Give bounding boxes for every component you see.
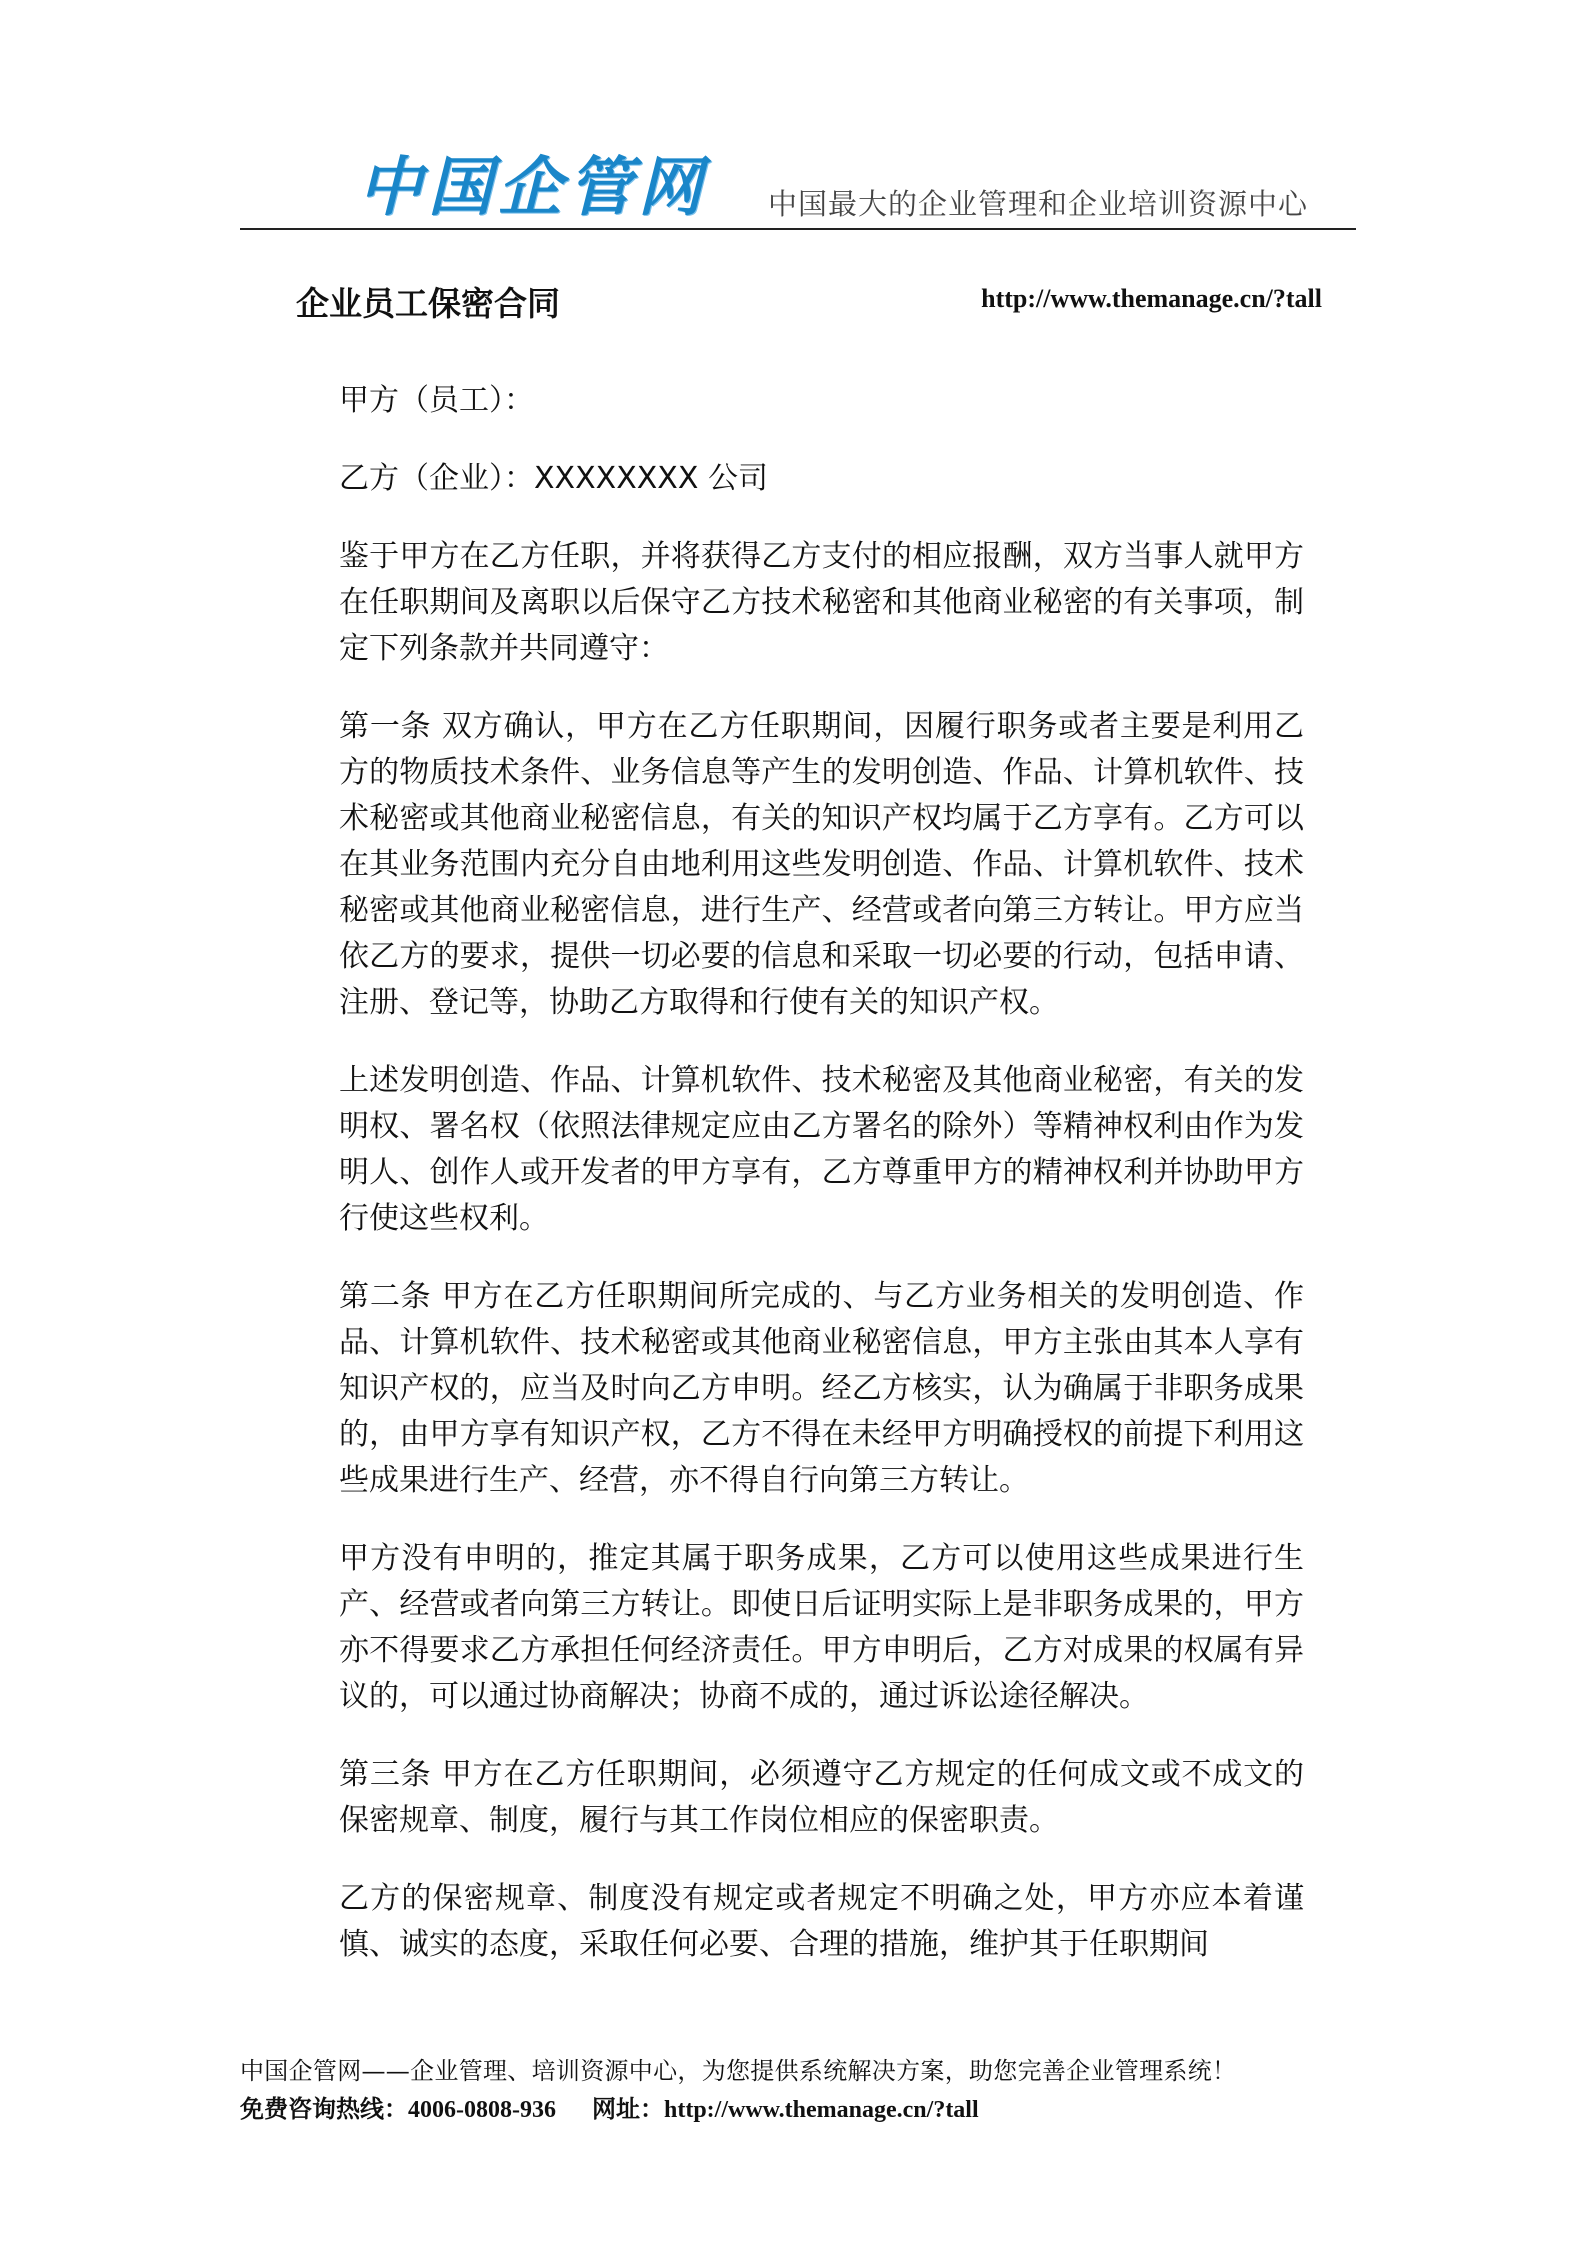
document-body	[339, 378, 1304, 2000]
page-header	[240, 130, 1356, 234]
page-footer	[240, 2052, 1360, 2129]
party-b-line: 乙方（企业）：XXXXXXXX 公司	[339, 461, 768, 496]
article-1-continued-paragraph: 上述发明创造、作品、计算机软件、技术秘密及其他商业秘密，有关的发明权、署名权（依照法律规定应由乙方署名的除外）等精神权利由作为发明人、创作人或开发者的甲方享有，乙方尊重甲方的精神权利并协助甲方行使这些权利。	[339, 1063, 1304, 1236]
hotline-label: 免费咨询热线：	[240, 2094, 408, 2123]
site-tagline: 中国最大的企业管理和企业培训资源中心	[767, 187, 1308, 221]
preamble-paragraph: 鉴于甲方在乙方任职，并将获得乙方支付的相应报酬，双方当事人就甲方在任职期间及离职以后保守乙方技术秘密和其他商业秘密的有关事项，制定下列条款并共同遵守：	[339, 539, 1304, 666]
article-1-paragraph: 第一条 双方确认，甲方在乙方任职期间，因履行职务或者主要是利用乙方的物质技术条件、业务信息等产生的发明创造、作品、计算机软件、技术秘密或其他商业秘密信息，有关的知识产权均属于乙方享有。乙方可以在其业务范围内充分自由地利用这些发明创造、作品、计算机软件、技术秘密或其他商业秘密信息，进行生产、经营或者向第三方转让。甲方应当依乙方的要求，提供一切必要的信息和采取一切必要的行动，包括申请、注册、登记等，协助乙方取得和行使有关的知识产权。	[339, 709, 1304, 1020]
footer-contact	[240, 2090, 1360, 2129]
header-divider	[240, 228, 1356, 230]
article-2-paragraph: 第二条 甲方在乙方任职期间所完成的、与乙方业务相关的发明创造、作品、计算机软件、技术秘密或其他商业秘密信息，甲方主张由其本人享有知识产权的，应当及时向乙方申明。经乙方核实，认为确属于非职务成果的，由甲方享有知识产权，乙方不得在未经甲方明确授权的前提下利用这些成果进行生产、经营，亦不得自行向第三方转让。	[339, 1279, 1304, 1498]
party-a-line: 甲方（员工）：	[339, 383, 534, 418]
article-2-continued-paragraph: 甲方没有申明的，推定其属于职务成果，乙方可以使用这些成果进行生产、经营或者向第三方转让。即使日后证明实际上是非职务成果的，甲方亦不得要求乙方承担任何经济责任。甲方申明后，乙方对成果的权属有异议的，可以通过协商解决；协商不成的，通过诉讼途径解决。	[339, 1541, 1304, 1714]
site-logo[interactable]: 中国企管网	[358, 150, 708, 225]
article-3-continued-paragraph: 乙方的保密规章、制度没有规定或者规定不明确之处，甲方亦应本着谨慎、诚实的态度，采取任何必要、合理的措施，维护其于任职期间	[339, 1881, 1304, 1962]
article-3-paragraph: 第三条 甲方在乙方任职期间，必须遵守乙方规定的任何成文或不成文的保密规章、制度，履行与其工作岗位相应的保密职责。	[339, 1757, 1304, 1838]
document-title: 企业员工保密合同	[296, 284, 560, 323]
document-url-link[interactable]: http://www.themanage.cn/?tall	[981, 284, 1322, 313]
footer-slogan: 中国企管网——企业管理、培训资源中心，为您提供系统解决方案，助您完善企业管理系统！	[240, 2057, 1237, 2085]
hotline-number: 4006-0808-936	[408, 2097, 556, 2123]
title-row	[296, 278, 1322, 328]
footer-website-link[interactable]: http://www.themanage.cn/?tall	[663, 2097, 979, 2123]
website-label: 网址：	[591, 2094, 664, 2123]
